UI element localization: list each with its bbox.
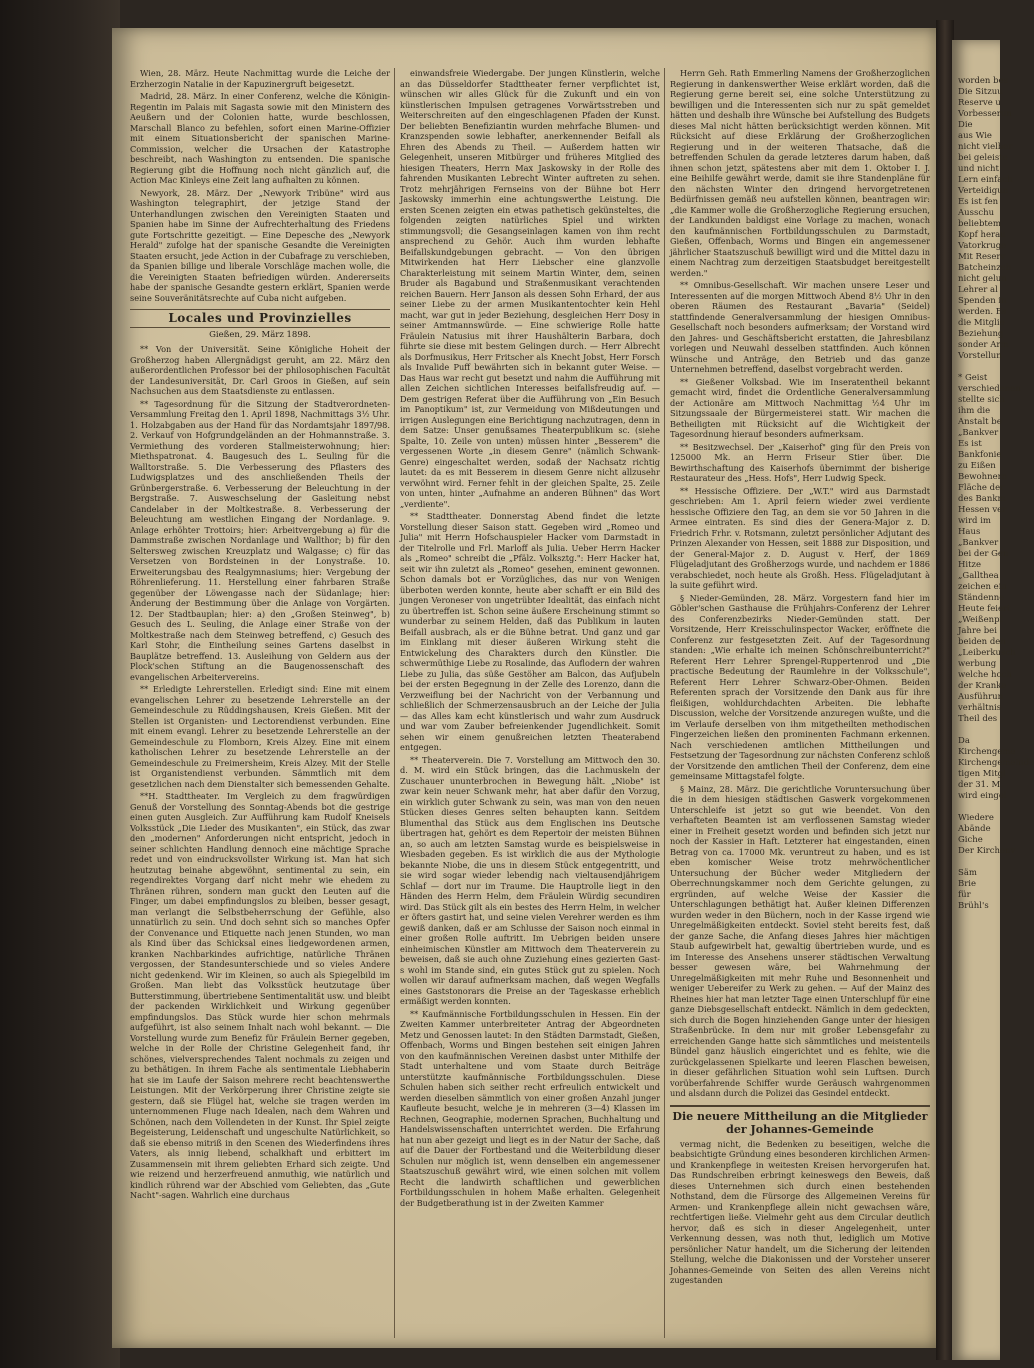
adjacent-page-line: worden bes bbox=[958, 76, 1008, 86]
adjacent-page-line: Vorbesserun bbox=[958, 109, 1012, 119]
adjacent-page-line: Der Kirchenv bbox=[958, 846, 1016, 856]
adjacent-page-line: Reserve u bbox=[958, 98, 1001, 108]
news-theater-review: **H. Stadttheater. Im Vergleich zu dem fragwürdigen Genuß der Vorstellung des Sonntag-Abends bot die gestrige einen guten Ausgleich. Zur Aufführung kam Rudolf Kneisels Volksstück „Die Lieder des Musikanten", ein Stück, das zwar den „modernen" Anforderungen nicht entspricht, jedoch in seiner schlichten Handlung dennoch eine mächtige Sprache redet und von eindrucksvollster Wirkung ist. Man hat sich heutzutag beinahe abgewöhnt, sentimental zu sein, ein regendirektes Vorgang darf nicht mehr wie ehedem zu Thränen rühren, sondern man guckt den Leuten auf die Finger, um dabei empfindungslos zu bleiben, besser gesagt, man verlangt die Selbstbeherrschung der Gefühle, also unnatürlich zu sein. Und doch sehnt sich so manches Opfer der Convenance und Etiquette nach jenen Stunden, wo man als Kind über das Schicksal eines liedgewordenen armen, kranken Nachbarkindes aufrichtige, natürliche Thränen vergossen, der Standesunterschiede und so vieles Andere nicht gedenkend. Wir im Kleinen, so auch als Spiegelbild im Großen. Man liebt das Volksstück heutzutage über Butterstimmung, übertriebene Sentimentalität usw. und bleibt der packenden Wirklichkeit und Wirkung gegenüber empfindungslos. Das Stück wurde hier schon mehrmals aufgeführt, ist also seinem Inhalt nach wohl bekannt. — Die Vorstellung wurde zum Benefiz für Fräulein Berner gegeben, welche in der Rolle der Christine Gelegenheit fand, ihr schönes, vielversprechendes Talent nochmals zu zeigen und zu bethätigen. In ihrem Fache als sentimentale Liebhaberin hat sie im Laufe der Saison mehrere recht beachtenswerthe Leistungen. Mit der Verkörperung ihrer Christine zeigte sie gestern, daß sie Flügel hat, welche sie tragen werden im unternommenen Fluge nach Idealen, nach dem Wahren und Schönen, nach dem Vollendeten in der Kunst. Ihr Spiel zeigte Begeisterung, Leidenschaft und ungeschulte Natürlichkeit, so daß sie ebenso mitriß in den Scenen des Wiederfindens ihres Vaters, als innig liebend, schalkhaft und erbittert im Zusammensein mit ihrem geliebten Erhard sich zeigte. Und wie reizend und herzerfreuend anmuthig, wie natürlich und kindlich rührend war der Abschied vom Geliebten, das „Gute Nacht"-sagen. Wahrlich eine durchaus bbox=[130, 791, 390, 1200]
adjacent-page-line: beiden den bbox=[958, 637, 1006, 647]
adjacent-page-line: verhältnis bbox=[958, 703, 1002, 713]
adjacent-page-line: bei geleiste bbox=[958, 153, 1008, 163]
adjacent-page-line: Hessen ver bbox=[958, 505, 1007, 515]
adjacent-page-line: Heute feiert bbox=[958, 604, 1011, 614]
adjacent-page-line: Bewohnern bbox=[958, 472, 1008, 482]
adjacent-page-line: ihm die bbox=[958, 406, 991, 416]
news-volksbad: ** Gießener Volksbad. Wie im Inseratentheil bekannt gemacht wird, findet die Ordentliche Generalversammlung der Actionäre am Mittwoch Nachmittag ½4 Uhr im Sitzungssaale der Bürgermeisterei statt. Wir machen die Betheiligten mit Rücksicht auf die Wichtigkeit der Tagesordnung hierauf besonders aufmerksam. bbox=[670, 376, 930, 439]
adjacent-page-line: Vatorkruge bbox=[958, 241, 1007, 251]
adjacent-page-line: Theil des bbox=[958, 714, 998, 724]
adjacent-page-line: Die Sitzuu bbox=[958, 87, 1003, 97]
adjacent-page-line: Bankfonie bbox=[958, 450, 1002, 460]
adjacent-page-line: welche hoch bbox=[958, 670, 1012, 680]
adjacent-page-line: Ausführun bbox=[958, 692, 1004, 702]
news-madrid: Madrid, 28. März. In einer Conferenz, welche die Königin-Regentin im Palais mit Sagasta sowie mit den Ministern des Aeußern und der Colonien hatte, wurde beschlossen, Marschall Blanco zu befehlen, sofort einen Marine-Offizier mit einem Situationsbericht der spanischen Marine-Commission, welcher die Ursachen der Katastrophe beschreibt, nach Washington zu entsenden. Die spanische Regierung gibt die Hoffnung noch nicht gänzlich auf, die Action Mac Kinleys eine Zeit lang aufhalten zu können. bbox=[130, 91, 390, 185]
adjacent-page-line: Säm bbox=[958, 868, 977, 878]
adjacent-page-line: werbung bbox=[958, 659, 997, 669]
column-3 bbox=[670, 68, 930, 1338]
adjacent-page-line: des Bankm bbox=[958, 494, 1006, 504]
adjacent-page-line: Spenden in bbox=[958, 296, 1007, 306]
news-mainz: § Mainz, 28. März. Die gerichtliche Voruntersuchung über die in dem hiesigen städtischen Gaswerk vorgekommenen Unterschleife ist jetzt so gut wie beendet. Von den verhafteten Beamten ist am verflossenen Samstag wieder einer in Freiheit gesetzt worden und befinden sich jetzt nur noch der Kassier in Haft. Letzterer hat eingestanden, einen Betrag von ca. 17000 Mk. veruntreut zu haben, und es ist eben komischer Weise trotz mehrwöchentlicher Untersuchung der Bücher weder Mitgliedern der Oberrechnungskammer noch dem Gerichte gelungen, zu ergründen, auf welche Weise der Kassier die Unterschlagungen bethätigt hat. Außer kleinen Differenzen wurden weder in den Büchern, noch in der Kasse irgend wie Unregelmäßigkeiten entdeckt. Soviel steht bereits fest, daß der ganze Sache, die Anfang dieses Jahres hier mächtigen Staub aufgewirbelt hat, gewaltig übertrieben wurde, und es im Interesse des Ansehens unserer städtischen Verwaltung besser gewesen wäre, bei Wahrnehmung der Unregelmäßigkeiten mit mehr Ruhe und Besonnenheit und weniger Uebereifer zu Werk zu gehen. — Auf der Mainz des Rheines hier hat man letzter Tage einen Unterschlupf für eine ganze Diebsgesellschaft entdeckt. Nämlich in dem gedeckten, sich durch die Bogen hinziehenden Gange unter der hiesigen Straßenbrücke. In dem nur mit großer Lebensgefahr zu erreichenden Gange hatte sich sämmtliches und meistenteils Bündel ganz häuslich eingerichtet und es fehlte, wie die zurückgelassenen Spielkarte und leeren Flaschen beweisen, in dieser gefährlichen Situation wohl sein Luftsen. Durch vorüberfahrende Schiffer wurde Geräusch wahrgenommen und alsdann durch die Polizei das Gesindel entdeckt. bbox=[670, 783, 930, 1098]
adjacent-page-line: für bbox=[958, 890, 971, 900]
adjacent-page-line: Kirchengemeinde bbox=[958, 758, 1034, 768]
adjacent-page-line bbox=[952, 362, 1000, 373]
adjacent-page-line bbox=[952, 725, 1000, 736]
adjacent-page-line: Anstalt be bbox=[958, 417, 1002, 427]
adjacent-page-line: zu Eißen bbox=[958, 461, 996, 471]
notice-heading bbox=[670, 1105, 930, 1136]
adjacent-page-line: Lern einfach bbox=[958, 175, 1013, 185]
adjacent-page-line: Beziehung bbox=[958, 329, 1004, 339]
adjacent-page-line: stellte sich bbox=[958, 395, 1005, 405]
adjacent-page-line: beliebtem bbox=[958, 219, 1001, 229]
adjacent-page-fragment bbox=[952, 40, 1034, 1360]
adjacent-page-line: Verteidigun bbox=[958, 186, 1009, 196]
adjacent-page-line: wird im bbox=[958, 516, 991, 526]
news-theater-review-cont: einwandsfreie Wiedergabe. Der jungen Künstlerin, welche an das Düsseldorfer Stadttheater ferner verpflichtet ist, wünschen wir alles Glück für die Zukunft und ein von künstlerischen Impulsen getragenes Vorwärtsstreben und Weiterschreiten auf den eingeschlagenen Pfaden der Kunst. Der beliebten Benefiziantin wurden mehrfache Blumen- und Kranzspenden sowie lebhafter, anerkennender Beifall als Ehren des Abends zu Theil. — Außerdem hatten wir Gelegenheit, unseren Mitbürger und früheres Mitglied des hiesigen Theaters, Herrn Max Jaskowsky in der Rolle des fahrenden Musikanten Lebrecht Winter auftreten zu sehen. Trotz mehrjährigen Fernseins von der Bühne bot Herr Jaskowsky immerhin eine achtungswerthe Leistung. Die ersten Scenen zeigten ein etwas pathetisch gekünsteltes, die folgenden zeigten natürliches Spiel und wirkten stimmungsvoll; die Gesangseinlagen kamen von ihm recht ansprechend zu Gehör. Auch ihm wurden lebhafte Beifallskundgebungen gebracht. — Von den übrigen Mitwirkenden hat Herr Liebscher eine glanzvolle Charakterleistung mit seinem Martin Winter, dem, seinen Bruder als Bagabund und Straßenmusikant verachtenden reichen Bauern. Herr Janson als dessen Sohn Erhard, der aus seiner Liebe zu der armen Musikantentochter kein Hehl macht, war gut in jeder Beziehung, desgleichen Herr Dosy in seiner Amtmannswürde. — Eine schwierige Rolle hatte Fräulein Natusius mit ihrer Haushälterin Barbara, doch führte sie diese mit bestem Gelingen durch. — Herr Albrecht als Dorfmusikus, Herr Fritscher als Knecht Jobst, Herr Forsch als Invalide Puff bewährten sich in bekannt guter Weise. — Das Haus war recht gut besetzt und nahm die Aufführung mit allen Zeichen sichtlichen Interesses beifallsfreudig auf. — Dem gestrigen Referat über die Aufführung von „Ein Besuch im Panoptikum" ist, zur Vermeidung von Mißdeutungen und irrigen Auslegungen eine Berichtigung nachzutragen, denn in dem Satze: Unser genußsames Theaterpublikum sc. (siehe Spalte, 10. Zeile von unten) müssen hinter „Besserem" die vergessenen Worte „in diesem Genre" (nämlich Schwank-Genre) eingeschaltet werden, sodaß der Nachsatz richtig lautet: da es mit Besserem in diesem Genre nicht allzusehr verwöhnt wird. Ferner fehlt in der gleichen Spalte, 25. Zeile von unten, hinter „Aufnahme an anderen Bühnen" das Wort „verdiente". bbox=[400, 68, 660, 509]
adjacent-page-line: aus Wie bbox=[958, 131, 992, 141]
news-commercial-schools: ** Kaufmännische Fortbildungsschulen in Hessen. Ein der Zweiten Kammer unterbreiteter Antrag der Abgeordneten Metz und Genossen lautet: In den Städten Darmstadt, Gießen, Offenbach, Worms und Bingen bestehen seit einigen Jahren von den kaufmännischen Vereinen dasbst unter Mithilfe der Stadt unterhaltene und vom Staate durch Beiträge unterstützte kaufmännische Fortbildungsschulen. Diese Schulen haben sich seither recht erfreulich entwickelt und werden dieselben sämmtlich von einer großen Anzahl junger Kaufleute besucht, welche je in mehreren (3—4) Klassen im Rechnen, Geographie, modernen Sprachen, Buchhaltung und Handelswissenschaften unterrichtet werden. Die Erfahrung hat nun aber gezeigt und liegt es in der Natur der Sache, daß auf die Dauer der Fortbestand und die Weiterbildung dieser Schulen nur möglich ist, wenn denselben ein angemessener Staatszuschuß gewährt wird, wie einen solchen mit vollem Recht die landwirth schaftlichen und gewerblichen Fortbildungsschulen in hohem Maße erhalten. Gelegenheit der Budgetberathung ist in der Zweiten Kammer bbox=[400, 1008, 660, 1208]
adjacent-page-line: „Weißenpf bbox=[958, 615, 1003, 625]
adjacent-page-line: nicht gelun bbox=[958, 274, 1007, 284]
column-2 bbox=[400, 68, 660, 1338]
news-teacher-positions: ** Erledigte Lehrerstellen. Erledigt sind: Eine mit einem evangelischen Lehrer zu besetzende Lehrerstelle an der Gemeindeschule zu Rüddingshausen, Kreis Gießen. Mit der Stellen ist Organisten- und Lectorendienst verbunden. Eine mit einem evangl. Lehrer zu besetzende Lehrerstelle an der Gemeindeschule zu Flomborn, Kreis Alzey. Eine mit einem katholischen Lehrer zu besetzende Lehrerstelle an der Gemeindeschule zu Freimersheim, Kreis Alzey. Mit der Stelle ist Organistendienst verbunden. Sämmtlich mit dem gesetzlichen nach dem Dienstalter sich bemessenden Gehalte. bbox=[130, 684, 390, 789]
news-omnibus: ** Omnibus-Gesellschaft. Wir machen unsere Leser und Interessenten auf die morgen Mittwoch Abend 8½ Uhr in den oberen Räumen des Restaurant „Bavaria" (Seidel) stattfindende Generalversammlung der hiesigen Omnibus-Gesellschaft noch besonders aufmerksam; der Vorstand wird den Jahres- und Geschäftsbericht erstatten, die Jahresbilanz vorlegen und Neuwahl desselben stattfinden. Auch können Wünsche und Anträge, den Betrieb und das ganze Unternehmen betreffend, daselbst vorgebracht werden. bbox=[670, 280, 930, 374]
notice-body: vermag nicht, die Bedenken zu beseitigen, welche die beabsichtigte Gründung eines besonderen kirchlichen Armen- und Krankenpflege in weitesten Kreisen hervorgerufen hat. Das Rundschreiben erbringt keineswegs den Beweis, daß dieses Unternehmen sich durch einen bestehenden Nothstand, dem die Fürsorge des Allgemeinen Vereins für Armen- und Krankenpflege allein nicht gewachsen wäre, rechtfertigen ließe. Vielmehr geht aus dem Circular deutlich hervor, daß es sich in dieser Angelegenheit, unter Verkennung dessen, was noth thut, lediglich um Motive persönlicher Natur handelt, um die Sicherung der leitenden Stellung, welche die Diakonissen und der Vorsteher unserer Johannes-Gemeinde von Seiten des allen Vereins nicht zugestanden bbox=[670, 1138, 930, 1285]
section-heading: Locales und Provinzielles bbox=[130, 309, 390, 328]
adjacent-page-line: und nicht bbox=[958, 164, 999, 174]
adjacent-page-line: werden. Es bbox=[958, 307, 1007, 317]
adjacent-page-line: Brie bbox=[958, 879, 977, 889]
adjacent-page-line: die Mitglie bbox=[958, 318, 1005, 328]
adjacent-page-line: der Kranke bbox=[958, 681, 1007, 691]
adjacent-page-line: Vorstellun bbox=[958, 351, 1002, 361]
adjacent-page-line bbox=[952, 857, 1000, 868]
column-1 bbox=[130, 68, 390, 1338]
news-theaterverein: ** Theaterverein. Die 7. Vorstellung am Mittwoch den 30. d. M. wird ein Stück bringen, das die Lachmuskeln der Zuschauer ununterbrochen in Bewegung hält. „Niobe" ist zwar kein neuer Schwank mehr, hat aber dafür den Vorzug, ein wirklich guter Schwank zu sein, was man von den neuen Stücken dieses Genres selten behaupten kann. Seitdem Blumenthal das Stück aus dem Englischen ins Deutsche übertragen hat, gehört es dem Repertoir der meisten Bühnen an, so auch am letzten Samstag wurde es beispielsweise in Wiesbaden gegeben. Es ist wirklich die aus der Mythologie bekannte Niobe, die uns in diesem Stück entgegentritt, und sie wird sogar wieder lebendig nach vieltausendjährigem Schlaf — dort nur im Traume. Die Hauptrolle liegt in den Händen des Herrn Helm, dem Fräulein Würdig secundiren wird. Das Stück gilt als ein bestes des Herrn Helm, in welcher er öfters gastirt hat, und seine vielen Verehrer werden es ihm gewiß danken, daß er am Schlusse der Saison noch einmal in einer großen Rolle auftritt. Im Uebrigen beiden unsere einheimischen Künstler am Mittwoch dem Theaterverein zu beweisen, daß sie auch ohne Zuziehung eines gezierten Gast-s wohl im Stande sind, ein gutes Stück gut zu spielen. Noch wollen wir darauf aufmerksam machen, daß wegen Wegfalls eines Gaststonorars die Preise an der Tageskasse erheblich ermäßigt werden konnten. bbox=[400, 754, 660, 1006]
notice-heading-line1: Die neuere Mittheilung an die Mitglieder bbox=[672, 1109, 928, 1123]
adjacent-page-line: Es ist fen bbox=[958, 197, 999, 207]
news-nieder-gemuenden: § Nieder-Gemünden, 28. März. Vorgestern fand hier im Göbler'schen Gasthause die Frühjahrs-Conferenz der Lehrer des Conferenzbezirks Nieder-Gemünden statt. Der Vorsitzende, Herr Kreisschulinspector Wacker, eröffnete die Conferenz zur festgesetzten Zeit. Auf der Tagesordnung standen: „Wie erhalte ich meinen Schönschreibunterricht?" Referent Herr Lehrer Sprengel-Ruppertenrod und „Die practische Bedeutung der Raumlehre in der Volksschule", Referent Herr Lehrer Schwarz-Ober-Ohmen. Beiden Referenten sprach der Vorsitzende den Dank aus für ihre fleißigen, wohldurchdachten Arbeiten. Die lebhafte Discussion, welche der Vorsitzende anzuregen wußte, und die im Verlaufe derselben von ihm mitgetheilten methodischen Fingerzeichen ließen den prominenten Fachmann erkennen. Nach verschiedenen amtlichen Mittheilungen und Festsetzung der Tagesordnung zur nächsten Conferenz schloß der Vorsitzende den amtlichen Theil der Conferenz, dem eine gemeinsame Mittagstafel folgte. bbox=[670, 592, 930, 781]
adjacent-page-line: „Gallthea bbox=[958, 571, 999, 581]
adjacent-page-line: der 31. M bbox=[958, 780, 1001, 790]
news-vienna: Wien, 28. März. Heute Nachmittag wurde die Leiche der Erzherzogin Natalie in der Kapuzinergruft beigesetzt. bbox=[130, 68, 390, 89]
notice-heading-line2: der Johannes-Gemeinde bbox=[726, 1122, 874, 1136]
adjacent-page-line: Die bbox=[958, 120, 973, 130]
adjacent-page-line bbox=[952, 802, 1000, 813]
adjacent-page-line: Es ist bbox=[958, 439, 982, 449]
adjacent-page-line: sonder Arm bbox=[958, 340, 1009, 350]
adjacent-page-line: Jahre bei bbox=[958, 626, 997, 636]
adjacent-page-line: Fläche der bbox=[958, 483, 1005, 493]
article-columns bbox=[130, 68, 930, 1338]
adjacent-page-line: verschiedenen bbox=[958, 384, 1021, 394]
adjacent-page-line: Ausschu bbox=[958, 208, 995, 218]
news-hessian-officers: ** Hessische Offiziere. Der „W.T." wird aus Darmstadt geschrieben: Am 1. April feiern wieder zwei verdiente hessische Offiziere den Tag, an dem sie vor 50 Jahren in die Armee eintraten. Es sind dies der Genera-Major z. D. Friedrich Frhr. v. Rotsmann, zuletzt persönlicher Adjutant des Prinzen Alexander von Hessen, seit 1888 zur Disposition, und der General-Major z. D. August v. Herf, der 1869 Flügeladjutant des Großherzogs wurde, und nachdem er 1886 verabschiedet, noch heute als Großh. Hess. Flügeladjutant à la suite geführt wird. bbox=[670, 485, 930, 590]
adjacent-page-line: bei der Gen bbox=[958, 549, 1009, 559]
news-stadttheater: ** Stadttheater. Donnerstag Abend findet die letzte Vorstellung dieser Saison statt. Gegeben wird „Romeo und Julia" mit Herrn Hofschauspieler Hacker vom Darmstadt in der Titelrolle und Frl. Marloff als Julia. Ueber Herrn Hacker als „Romeo" schreibt die „Pfälz. Volksztg.": Herr Hacker hat, seit wir ihn zuletzt als „Romeo" gesehen, eminent gewonnen. Schon damals bot er Vorzügliches, das nur von Wenigen überboten werden konnte, heute aber schafft er ein Bild des jungen Veroneser von ungetrübter Idealität, das einfach nicht zu übertreffen ist. Schon seine äußere Erscheinung stimmt so wunderbar zu seinem Helden, daß das Publikum in lauten Beifall ausbrach, als er die Bühne betrat. Und ganz und gar im Einklang mit dieser äußeren Wirkung steht die Entwickelung des Charakters durch den Künstler. Die schwermüthige Liebe zu Rosalinde, das Auflodern der wahren Liebe zu Julia, das süße Gestöher am Balcon, das Aufjubeln bei der ersten Begegnung in der Zelle des Lorenzo, dann die Verzweiflung bei der Nachricht von der Verbannung und schließlich der Schmerzensausbruch an der Leiche der Julia — das Alles kam echt künstlerisch und wahr zum Ausdruck und war vom Zauber befreienkender Jugendlichkeit. Somit sehen wir einem genußreichen letzten Theaterabend entgegen. bbox=[400, 511, 660, 752]
adjacent-page-lines bbox=[952, 40, 1034, 912]
adjacent-page-line: * Geist bbox=[958, 373, 988, 383]
adjacent-page-line: Ständenne bbox=[958, 593, 1005, 603]
adjacent-page-line: zeichen ein bbox=[958, 582, 1007, 592]
adjacent-page-line: Abände bbox=[958, 824, 991, 834]
adjacent-page-line: tigen Mitgl bbox=[958, 769, 1006, 779]
adjacent-page-line: „Bankver bbox=[958, 538, 999, 548]
news-ownership-change: ** Besitzwechsel. Der „Kaiserhof" ging für den Preis von 125000 Mk. an Herrn Friseur Stier über. Die Bewirthschaftung des Kaiserhofs übernimmt der bisherige Restaurateur des „Hess. Hofs", Herr Ludwig Speck. bbox=[670, 441, 930, 483]
dateline: Gießen, 29. März 1898. bbox=[209, 329, 311, 340]
adjacent-page-line: Haus bbox=[958, 527, 981, 537]
news-council-agenda: ** Tagesordnung für die Sitzung der Stadtverordneten-Versammlung Freitag den 1. April 1898, Nachmittags 3½ Uhr. 1. Holzabgaben aus der Hand für das Nordamtsjahr 1897/98. 2. Verkauf von Hofgrundgeländen an der Hohmannstraße. 3. Vermiethung des vorderen Stallmeisterwohnung; hier: Miethspatronat. 4. Baugesuch des L. Seuling für die Walltorstraße. 5. Die Verbesserung des Pflasters des Ludwigsplatzes und des anschließenden Theils der Grünbergerstraße. 6. Verbesserung der Beleuchtung in der Bergstraße. 7. Ausweschselung der Gasleitung nebst Candelaber in der Moltkestraße. 8. Verbesserung der Beleuchtung am westlichen Eingang der Nordanlage. 9. Anlage erhöhter Trottoirs; hier: Arbeitvergebung a) für die Dammstraße zwischen Nordanlage und Wallthor; b) für den Seltersweg zwischen Kreuzplatz und Walgasse; c) für das Versetzen von Bordsteinen in der Lonystraße. 10. Erweiterungsbau des Realgymnasiums; hier: Vergebung der Röhrenlieferung. 11. Herstellung einer fahrbaren Straße gegenüber der Löwengasse nach der Südanlage; hier: Änderung der Bestimmung über die Anlage von Vorgärten. 12. Der Stadtbauplan; hier: a) den „Großen Steinweg", b) Gesuch des L. Seuling, die Anlage einer Straße von der Moltkestraße nach dem Steinweg betreffend, c) Gesuch des Karl Stohr, die Eintheilung seines Gartens daselbst in Bauplätze betreffend. 13. Ausleihung von Geldern aus der Plock'schen Stiftung an die Baugenossenschaft des evangelischen Arbeitervereins. bbox=[130, 398, 390, 682]
adjacent-page-line: Kirchengeme bbox=[958, 747, 1016, 757]
adjacent-page-line: Mit Reserv bbox=[958, 252, 1006, 262]
adjacent-page-line: Da bbox=[958, 736, 970, 746]
adjacent-page-line: Batcheinzeh bbox=[958, 263, 1012, 273]
adjacent-page-line: „Bankver bbox=[958, 428, 999, 438]
adjacent-page-line: nicht vielber bbox=[958, 142, 1013, 152]
news-commercial-schools-cont: Herrn Geh. Rath Emmerling Namens der Großherzoglichen Regierung in dankenswerther Weise erklärt worden, daß die Regierung gerne bereit sei, eine solche Unterstützung zu bewilligen und die Interessenten sich nur zu spät gemeldet hätten und deshalb ihre Wünsche bei Aufstellung des Budgets dieses Mal nicht hätten berücksichtigt werden können. Mit Rücksicht auf diese Erklärung der Großherzoglichen Regierung und in der weiteren Thatsache, daß die betreffenden Schulen da gerade letzteres darum haben, daß ihnen schon jetzt, spätestens aber mit dem 1. Oktober I. J. eine Beihilfe gewährt werde, damit sie ihre Standenpläne für den nächsten Winter den dringend hervorgetretenen Bedürfnissen gemäß neu aufstellen können, beantragen wir: „die Kammer wolle die Großherzogliche Regierung ersuchen, der Landkunden baldigst eine Vorlage zu machen, wonach den kaufmännischen Fortbildungsschulen zu Darmstadt, Gießen, Offenbach, Worms und Bingen ein angemessener jährlicher Staatszuschuß bewilligt wird und die Mittel dazu in einem Nachtrag zum derzeitigen Staatsbudget bereitgestellt werden." bbox=[670, 68, 930, 278]
adjacent-page-line: Lehrer al bbox=[958, 285, 998, 295]
adjacent-page-line: „Leiberkusch bbox=[958, 648, 1016, 658]
adjacent-page-line: wird eingel bbox=[958, 791, 1007, 801]
adjacent-page-line: Kopf herau bbox=[958, 230, 1006, 240]
adjacent-page-line: Hitze bbox=[958, 560, 982, 570]
newspaper-page bbox=[112, 28, 938, 1348]
adjacent-page-line: Wiedere bbox=[958, 813, 994, 823]
news-university: ** Von der Universität. Seine Königliche Hoheit der Großherzog haben Allergnädigst geruht, am 22. März den außerordentlichen Professor bei der philosophischen Facultät der Landesuniversität, Dr. Carl Groos in Gießen, auf sein Nachsuchen aus dem Staatsdienste zu entlassen. bbox=[130, 344, 390, 396]
adjacent-page-line: Brühl's bbox=[958, 901, 989, 911]
binding-shadow bbox=[0, 0, 120, 1368]
adjacent-page-line: Giche bbox=[958, 835, 983, 845]
news-newyork: Newyork, 28. März. Der „Newyork Tribüne" wird aus Washington telegraphirt, der jetzige Stand der Unterhandlungen zwischen den Vereinigten Staaten und Spanien habe im Sinne der Aufrechterhaltung des Friedens gute Fortschritte gezeitigt. — Eine Depesche des „Newyork Herald" zufolge hat der spanische Gesandte die Vereinigten Staaten ersucht, jede Action in der Cubafrage zu verschieben, da Spanien billige und liberale Vorschläge machen wolle, die die Vereinigten Staaten befriedigen würden. Andererseits habe der spanische Gesandte gestern erklärt, Spanien werde seine Souveränitätsrechte auf Cuba nicht aufgeben. bbox=[130, 187, 390, 303]
